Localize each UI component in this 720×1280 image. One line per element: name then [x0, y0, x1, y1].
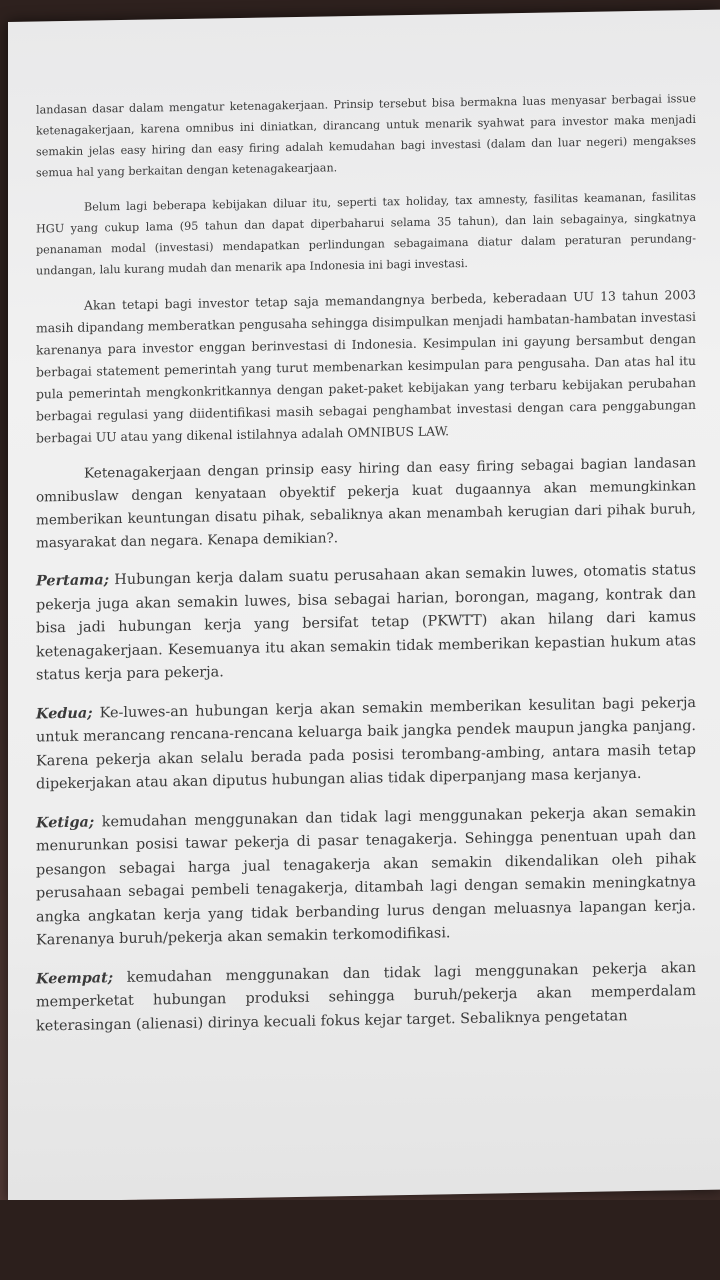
- paragraph-keempat: [36, 955, 696, 1038]
- paragraph-keempat-lead: Keempat;: [36, 968, 114, 988]
- bottom-fabric: [0, 1200, 720, 1280]
- paragraph-2: [36, 186, 696, 282]
- paragraph-3-text: Akan tetapi bagi investor tetap saja memandangnya berbeda, keberadaan UU 13 tahun 2003 masih dipandang memberatkan pengusaha sehingga disimpulkan menjadi hambatan-hambatan investasi karenanya para investor enggan berinvestasi di Indonesia. Kesimpulan ini gayung bersambut dengan berbagai statement pemerintah yang turut membenarkan kesimpulan para pengusaha. Dan atas hal itu pula pemerintah mengkonkritkannya dengan paket-paket kebijakan yang terbaru kebijakan perubahan berbagai regulasi yang diidentifikasi masih sebagai penghambat investasi dengan cara penggabungan berbagai UU atau yang dikenal istilahnya adalah OMNIBUS LAW.: [36, 286, 696, 446]
- paragraph-kedua: [36, 690, 696, 797]
- paragraph-ketiga: [36, 799, 696, 953]
- document-page: [8, 10, 720, 1202]
- paragraph-1-text: landasan dasar dalam mengatur ketenagakerjaan. Prinsip tersebut bisa bermakna luas menyasar berbagai issue ketenagakerjaan, karena omnibus ini diniatkan, dirancang untuk menarik syahwat para investor maka menjadi semakin jelas easy hiring dan easy firing adalah kemudahan bagi investasi (dalam dan luar negeri) mengakses semua hal yang berkaitan dengan ketenagakearjaan.: [36, 91, 696, 180]
- paragraph-ketiga-text: kemudahan menggunakan dan tidak lagi menggunakan pekerja akan semakin menurunkan posisi tawar pekerja di pasar tenagakerja. Sehingga penentuan upah dan pesangon sebagai harga jual tenagakerja akan semakin dikendalikan oleh pihak perusahaan sebagai pembeli tenagakerja, ditambah lagi dengan semakin meningkatnya angka angkatan kerja yang tidak berbanding lurus dengan meluasnya lapangan kerja. Karenanya buruh/pekerja akan semakin terkomodifikasi.: [36, 803, 696, 949]
- paragraph-kedua-text: Ke-luwes-an hubungan kerja akan semakin memberikan kesulitan bagi pekerja untuk merancang rencana-rencana keluarga baik jangka pendek maupun jangka panjang. Karena pekerja akan selalu berada pada posisi terombang-ambing, antara masih tetap dipekerjakan atau akan diputus hubungan alias tidak diperpanjang masa kerjanya.: [36, 694, 696, 793]
- paragraph-kedua-lead: Kedua;: [36, 704, 93, 723]
- document-body: [36, 88, 696, 1053]
- paragraph-1: [36, 88, 696, 184]
- paragraph-pertama-text: Hubungan kerja dalam suatu perusahaan akan semakin luwes, otomatis status pekerja juga akan semakin luwes, bisa sebagai harian, borongan, magang, kontrak dan bisa jadi hubungan kerja yang bersifat tetap (PKWTT) akan hilang dari kamus ketenagakerjaan. Kesemuanya itu akan semakin tidak memberikan kepastian hukum atas status kerja para pekerja.: [36, 561, 696, 684]
- paragraph-3: [36, 284, 696, 450]
- paragraph-keempat-text: kemudahan menggunakan dan tidak lagi menggunakan pekerja akan memperketat hubungan produksi sehingga buruh/pekerja akan memperdalam keterasingan (alienasi) dirinya kecuali fokus kejar target. Sebaliknya pengetatan: [36, 959, 696, 1035]
- paragraph-pertama-lead: Pertama;: [36, 571, 110, 590]
- paragraph-ketiga-lead: Ketiga;: [36, 812, 95, 832]
- paragraph-4: [36, 452, 696, 556]
- paragraph-4-text: Ketenagakerjaan dengan prinsip easy hiring dan easy firing sebagai bagian landasan omnibuslaw dengan kenyataan obyektif pekerja kuat dugaannya akan memungkinkan memberikan keuntungan disatu pihak, sebaliknya akan menambah kerugian dari pihak buruh, masyarakat dan negara. Kenapa demikian?.: [36, 454, 696, 552]
- paragraph-pertama: [36, 558, 696, 688]
- paragraph-2-text: Belum lagi beberapa kebijakan diluar itu, seperti tax holiday, tax amnesty, fasilitas keamanan, fasilitas HGU yang cukup lama (95 tahun dan dapat diperbaharui selama 35 tahun), dan lain sebagainya, singkatnya penanaman modal (investasi) mendapatkan perlindungan sebagaimana diatur dalam peraturan perundang-undangan, lalu kurang mudah dan menarik apa Indonesia ini bagi investasi.: [36, 189, 696, 278]
